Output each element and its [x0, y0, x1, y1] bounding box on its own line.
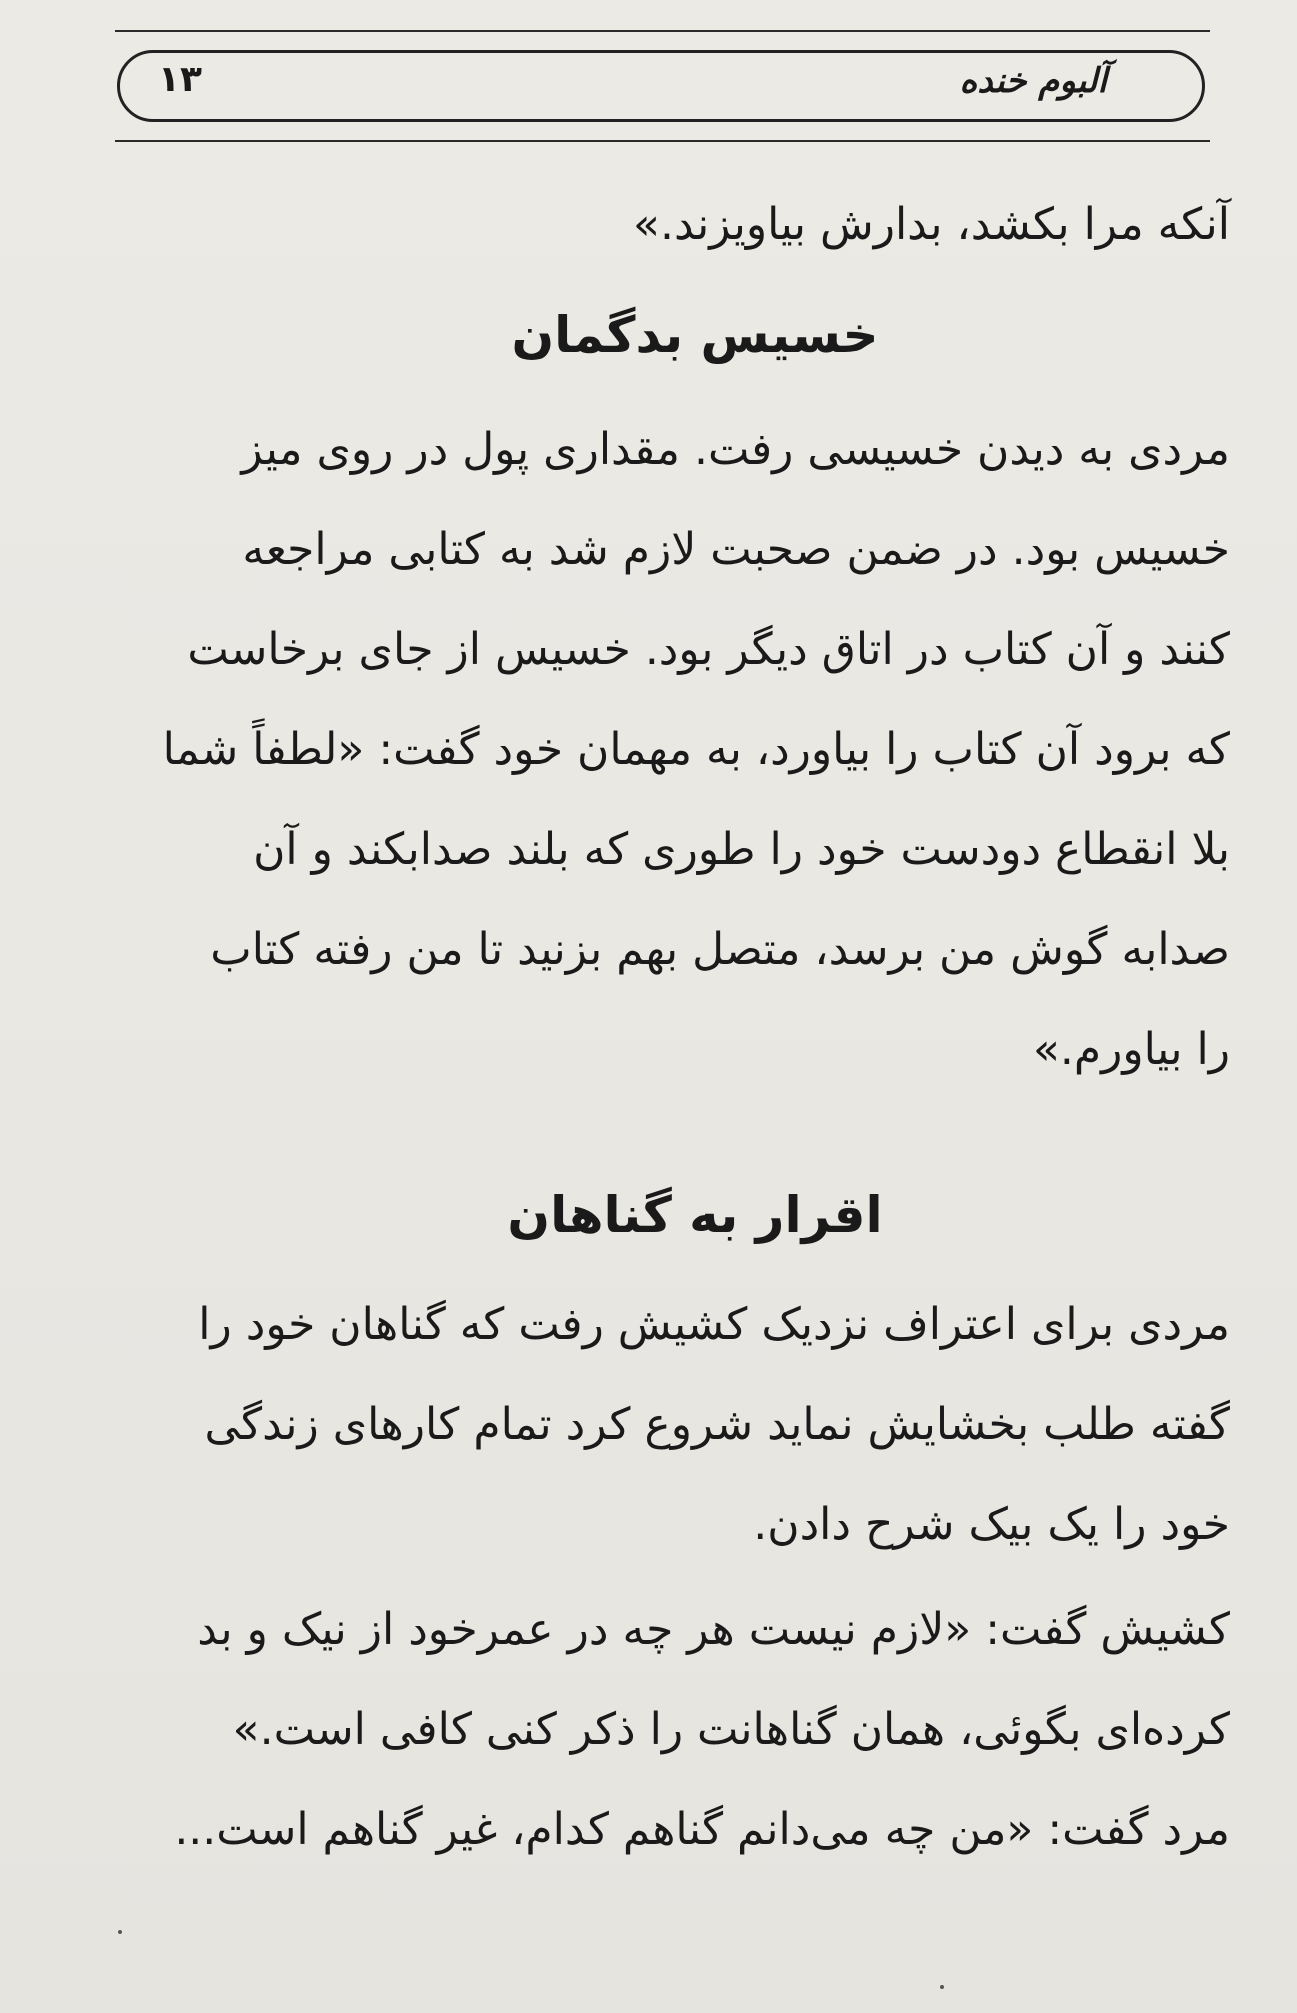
text-line: را بیاورم.»	[1032, 1024, 1230, 1075]
text-line: خسیس بود. در ضمن صحبت لازم شد به کتابی مراجعه	[242, 524, 1230, 575]
running-title: آلبوم خنده	[959, 61, 1107, 101]
paper-speck	[940, 1985, 944, 1989]
story-1-title: خسیس بدگمان	[511, 306, 879, 364]
text-line: گفته طلب بخشایش نماید شروع کرد تمام کارهای زندگی	[204, 1399, 1230, 1450]
story-2-title: اقرار به گناهان	[507, 1186, 883, 1244]
text-line: مردی به دیدن خسیسی رفت. مقداری پول در روی میز	[241, 424, 1230, 475]
text-line: کرده‌ای بگوئی، همان گناهانت را ذکر کنی کافی است.»	[232, 1704, 1230, 1755]
text-line: مرد گفت: «من چه می‌دانم گناهم کدام، غیر گناهم است...	[174, 1804, 1230, 1855]
text-line: بلا انقطاع دودست خود را طوری که بلند صدابکند و آن	[253, 824, 1230, 875]
running-header	[117, 50, 1205, 122]
page-number: ۱۳	[158, 59, 202, 100]
story-1-heading-wrap	[160, 300, 1230, 380]
story-2-body	[160, 1295, 1230, 1915]
text-line: آنکه مرا بکشد، بدارش بیاویزند.»	[633, 199, 1230, 250]
text-line: کنند و آن کتاب در اتاق دیگر بود. خسیس از جای برخاست	[187, 624, 1230, 675]
text-line: که برود آن کتاب را بیاورد، به مهمان خود گفت: «لطفاً شما	[162, 724, 1230, 775]
intro-paragraph	[160, 195, 1230, 265]
header-top-rule	[115, 30, 1210, 32]
story-2-heading-wrap	[160, 1180, 1230, 1260]
paper-speck	[118, 1930, 122, 1934]
text-line: صدابه گوش من برسد، متصل بهم بزنید تا من رفته کتاب	[210, 924, 1230, 975]
text-line: کشیش گفت: «لازم نیست هر چه در عمرخود از نیک و بد	[197, 1604, 1230, 1655]
text-line: مردی برای اعتراف نزدیک کشیش رفت که گناهان خود را	[198, 1299, 1230, 1350]
story-1-body	[160, 420, 1230, 1140]
header-bottom-rule	[115, 140, 1210, 142]
text-line: خود را یک بیک شرح دادن.	[753, 1499, 1230, 1550]
